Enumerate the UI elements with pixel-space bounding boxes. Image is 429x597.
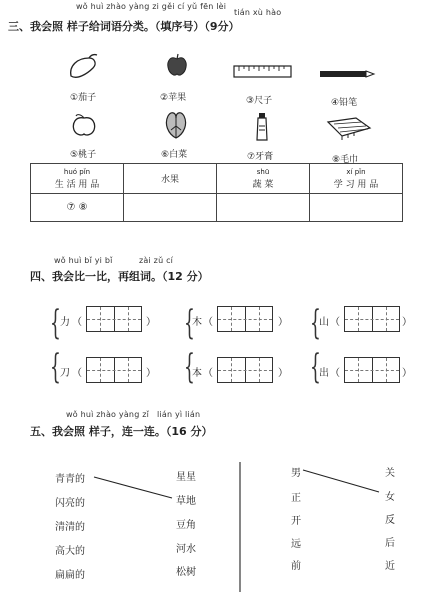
opposite-left-item[interactable]: 男 bbox=[291, 468, 301, 479]
brace-group-3: { bbox=[310, 303, 321, 343]
header-daily-goods: huó pǐn 生 活 用 品 bbox=[31, 164, 124, 194]
item-apple: ②苹果 bbox=[160, 93, 187, 103]
opposite-left-item[interactable]: 前 bbox=[291, 561, 301, 572]
section4-heading: 四、我会比一比，再组词。（12 分） bbox=[30, 270, 209, 283]
paren-close: ） bbox=[146, 368, 156, 379]
opposite-right-item[interactable]: 反 bbox=[385, 515, 395, 526]
adj-item[interactable]: 青青的 bbox=[55, 474, 85, 485]
adj-item[interactable]: 高大的 bbox=[55, 546, 85, 557]
answer-daily-goods[interactable]: ⑦ ⑧ bbox=[31, 194, 124, 222]
paren-close: ） bbox=[146, 317, 156, 328]
paren-open: （ bbox=[330, 368, 340, 379]
paren-close: ） bbox=[402, 368, 412, 379]
example-match-line bbox=[94, 477, 172, 498]
item-peach: ⑤桃子 bbox=[70, 150, 97, 160]
section5-pinyin-b: lián yì lián bbox=[157, 410, 201, 419]
noun-item[interactable]: 河水 bbox=[176, 544, 196, 555]
char-dao: 刀 bbox=[60, 368, 70, 379]
noun-item[interactable]: 星星 bbox=[176, 472, 196, 483]
char-shan: 山 bbox=[319, 317, 329, 328]
brace-group-2b: { bbox=[184, 347, 195, 387]
paren-open: （ bbox=[203, 368, 213, 379]
header-school-supplies: xí pǐn 学 习 用 品 bbox=[310, 164, 403, 194]
opposite-left-item[interactable]: 正 bbox=[291, 493, 301, 504]
adj-item[interactable]: 扁扁的 bbox=[55, 570, 85, 581]
brace-group-1b: { bbox=[50, 347, 61, 387]
item-pencil: ④铅笔 bbox=[331, 98, 358, 108]
opposite-right-item[interactable]: 女 bbox=[385, 492, 395, 503]
adj-item[interactable]: 清清的 bbox=[55, 522, 85, 533]
section3-pinyin-a: wǒ huì zhào yàng zi gěi cí yǔ fēn lèi bbox=[76, 2, 227, 11]
noun-item[interactable]: 松树 bbox=[176, 567, 196, 578]
section3-pinyin-b: tián xù hào bbox=[234, 8, 282, 17]
section5-pinyin-a: wǒ huì zhào yàng zǐ bbox=[66, 410, 150, 419]
brace-group-3b: { bbox=[310, 347, 321, 387]
char-chu: 出 bbox=[319, 368, 329, 379]
opposite-right-item[interactable]: 关 bbox=[385, 468, 395, 479]
noun-item[interactable]: 豆角 bbox=[176, 520, 196, 531]
section4-pinyin-a: wǒ huì bǐ yi bǐ bbox=[54, 256, 113, 265]
item-eggplant: ①茄子 bbox=[70, 93, 97, 103]
opposite-right-item[interactable]: 近 bbox=[385, 561, 395, 572]
item-toothpaste: ⑦牙膏 bbox=[247, 152, 274, 162]
paren-open: （ bbox=[330, 317, 340, 328]
brace-group-1: { bbox=[50, 303, 61, 343]
header-vegetables: shū 蔬 菜 bbox=[217, 164, 310, 194]
opposite-left-item[interactable]: 开 bbox=[291, 516, 301, 527]
header-fruit: 水果 bbox=[124, 164, 217, 194]
paren-close: ） bbox=[402, 317, 412, 328]
char-mu: 木 bbox=[192, 317, 202, 328]
noun-item[interactable]: 草地 bbox=[176, 496, 196, 507]
paren-open: （ bbox=[203, 317, 213, 328]
opposite-right-item[interactable]: 后 bbox=[385, 538, 395, 549]
paren-open: （ bbox=[72, 317, 82, 328]
item-ruler: ③尺子 bbox=[246, 96, 273, 106]
brace-group-2: { bbox=[184, 303, 195, 343]
paren-open: （ bbox=[72, 368, 82, 379]
opposite-left-item[interactable]: 远 bbox=[291, 539, 301, 550]
adj-item[interactable]: 闪亮的 bbox=[55, 498, 85, 509]
section3-heading: 三、我会照 样子给词语分类。（填序号）（9分） bbox=[8, 20, 240, 33]
example-opposite-line bbox=[303, 470, 379, 492]
item-cabbage: ⑥白菜 bbox=[161, 150, 188, 160]
section4-pinyin-b: zài zǔ cí bbox=[139, 256, 174, 265]
item-towel: ⑧毛巾 bbox=[332, 155, 359, 165]
paren-close: ） bbox=[278, 368, 288, 379]
section5-heading: 五、我会照 样子，连一连。（16 分） bbox=[30, 425, 213, 438]
char-li: 力 bbox=[60, 317, 70, 328]
char-ben: 本 bbox=[192, 368, 202, 379]
paren-close: ） bbox=[278, 317, 288, 328]
